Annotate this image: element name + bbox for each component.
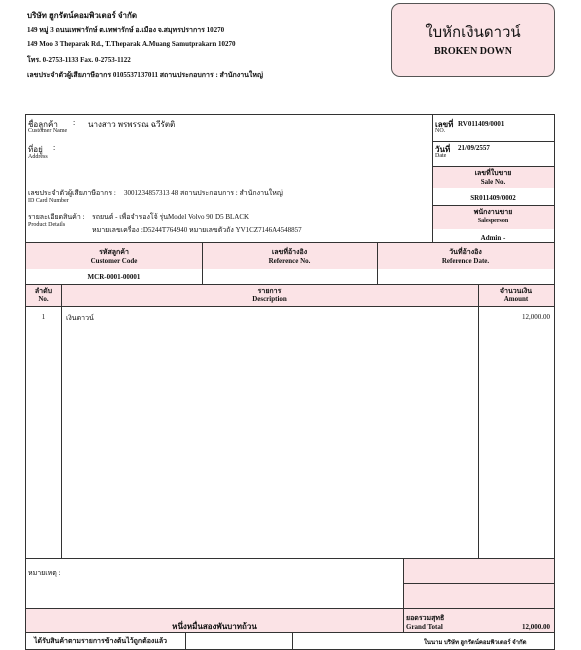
- document-title-th: ใบหักเงินดาวน์: [425, 25, 521, 41]
- date-label: วันที่: [435, 145, 451, 154]
- id-card-label-en: ID Card Number: [28, 198, 69, 204]
- salesperson-label: พนักงานขาย: [473, 208, 513, 216]
- grand-total-label-en: Grand Total: [406, 623, 443, 631]
- received-statement: ได้รับสินค้าตามรายการข้างต้นไว้ถูกต้องแล้ว: [34, 637, 168, 645]
- customer-name-label-en: Customer Name: [28, 128, 68, 134]
- on-behalf-text: ในนาม บริษัท ฮูกรัตน์คอมพิวเตอร์ จำกัด: [424, 640, 527, 646]
- id-card-label: เลขประจำตัวผู้เสียภาษีอากร :: [28, 189, 116, 197]
- summary-cell-1: [403, 558, 554, 583]
- company-phone: โทร. 0-2753-1133 Fax. 0-2753-1122: [27, 56, 131, 64]
- doc-no-label-en: NO.: [435, 128, 446, 134]
- address-label: ที่อยู่: [28, 145, 43, 154]
- customer-name-colon: :: [73, 118, 76, 127]
- amount-in-words: หนึ่งหมื่นสองพันบาทถ้วน: [172, 622, 257, 631]
- product-details-label-en: Product Details: [28, 222, 66, 228]
- customer-name-label: ชื่อลูกค้า: [28, 120, 58, 129]
- company-address-en: 149 Moo 3 Theparak Rd., T.Theparak A.Muang Samutprakarn 10270: [27, 40, 236, 48]
- sale-no-label: เลขที่ใบขาย: [474, 169, 512, 177]
- reference-date-label-en: Reference Date.: [441, 257, 490, 265]
- col-amount-label: จำนวนเงิน: [499, 287, 533, 295]
- company-tax-line: เลขประจำตัวผู้เสียภาษีอากร 0105537137011 สถานประกอบการ : สำนักงานใหญ่: [27, 71, 263, 79]
- grand-total-label: ยอดรวมสุทธิ: [406, 614, 445, 622]
- product-line-2: หมายเลขเครื่อง :D5244T764940 หมายเลขตัวถัง YV1CZ7146A4548857: [92, 226, 302, 234]
- col-no-label: ลำดับ: [34, 287, 53, 295]
- col-no-label-en: No.: [38, 295, 49, 303]
- col-desc-label: รายการ: [257, 287, 282, 295]
- date-label-en: Date: [435, 153, 447, 159]
- id-card-value: 3001234857313 48 สถานประกอบการ : สำนักงานใหญ่: [124, 189, 283, 197]
- row-1-description: เงินดาวน์: [66, 314, 94, 322]
- address-colon: :: [53, 143, 56, 152]
- salesperson-label-en: Salesperson: [477, 218, 509, 224]
- col-desc-label-en: Description: [252, 295, 287, 303]
- product-line-1: รถยนต์ - เพื่อจำรองโจ้ รุ่นModel Volvo 90 D5 BLACK: [92, 213, 250, 221]
- sale-no-label-en: Sale No.: [480, 178, 506, 186]
- reference-date-label: วันที่อ้างอิง: [449, 248, 482, 256]
- customer-code-value: MCR-0001-00001: [87, 273, 141, 281]
- row-1-amount: 12,000.00: [522, 313, 550, 321]
- document-title-en: BROKEN DOWN: [433, 46, 513, 57]
- product-details-label: รายละเอียดสินค้า :: [28, 213, 85, 221]
- reference-no-label-en: Reference No.: [268, 257, 311, 265]
- customer-code-label-en: Customer Code: [90, 257, 138, 265]
- row-1-no: 1: [41, 313, 46, 321]
- doc-no-value: RV011409/0001: [458, 120, 505, 128]
- customer-name-value: นางสาว พรพรรณ ฉวีรัตติ: [88, 120, 176, 129]
- date-value: 21/09/2557: [458, 144, 490, 152]
- customer-code-label: รหัสลูกค้า: [99, 248, 129, 256]
- col-amount-label-en: Amount: [503, 295, 529, 303]
- salesperson-value: Admin -: [480, 234, 506, 242]
- document-title-box: [391, 3, 555, 77]
- grand-total-value: 12,000.00: [522, 623, 550, 631]
- remark-label: หมายเหตุ :: [28, 569, 61, 577]
- company-name: บริษัท ฮูกรัตน์คอมพิวเตอร์ จำกัด: [27, 11, 138, 20]
- summary-cell-2: [403, 583, 554, 608]
- doc-no-label: เลขที่: [435, 120, 454, 129]
- sale-no-value: SR011409/0002: [470, 194, 516, 202]
- reference-no-label: เลขที่อ้างอิง: [271, 248, 308, 256]
- company-address-th: 149 หมู่ 3 ถนนเทพารักษ์ ต.เทพารักษ์ อ.เมือง จ.สมุทรปราการ 10270: [27, 26, 225, 34]
- address-label-en: Address: [28, 154, 48, 160]
